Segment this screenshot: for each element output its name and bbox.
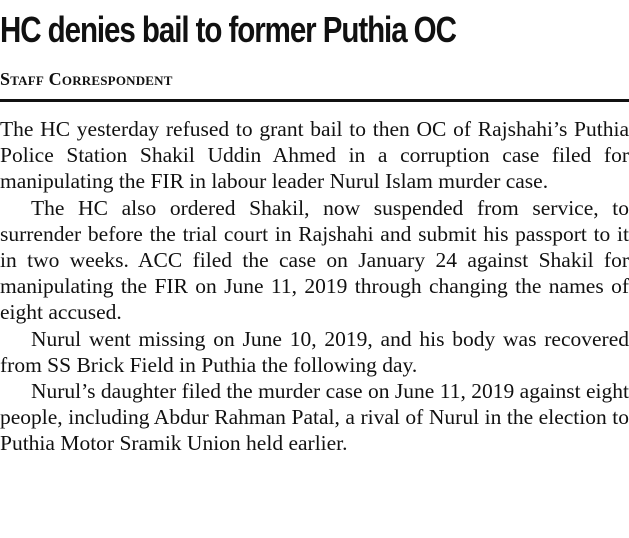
paragraph-4: Nurul’s daughter filed the murder case on June 11, 2019 against eight people, including Abdur Rahman Patal, a rival of Nurul in the election to Puthia Motor Sramik Union held earlier. <box>0 379 629 456</box>
paragraph-3: Nurul went missing on June 10, 2019, and his body was recovered from SS Brick Field in Puthia the following day. <box>0 326 629 377</box>
byline: Staff Correspondent <box>0 69 173 89</box>
paragraph-1: The HC yesterday refused to grant bail to then OC of Rajshahi’s Puthia Police Station Shakil Uddin Ahmed in a corruption case filed for manipulating the FIR in labour leader Nurul Islam murder case. <box>0 117 629 194</box>
divider-rule <box>0 99 629 102</box>
headline: HC denies bail to former Puthia OC <box>0 9 456 50</box>
paragraph-2: The HC also ordered Shakil, now suspended from service, to surrender before the trial court in Rajshahi and submit his passport to it in two weeks. ACC filed the case on January 24 against Shakil for manipulating the FIR on June 11, 2019 through changing the names of eight accused. <box>0 195 629 325</box>
article-body <box>0 116 629 457</box>
